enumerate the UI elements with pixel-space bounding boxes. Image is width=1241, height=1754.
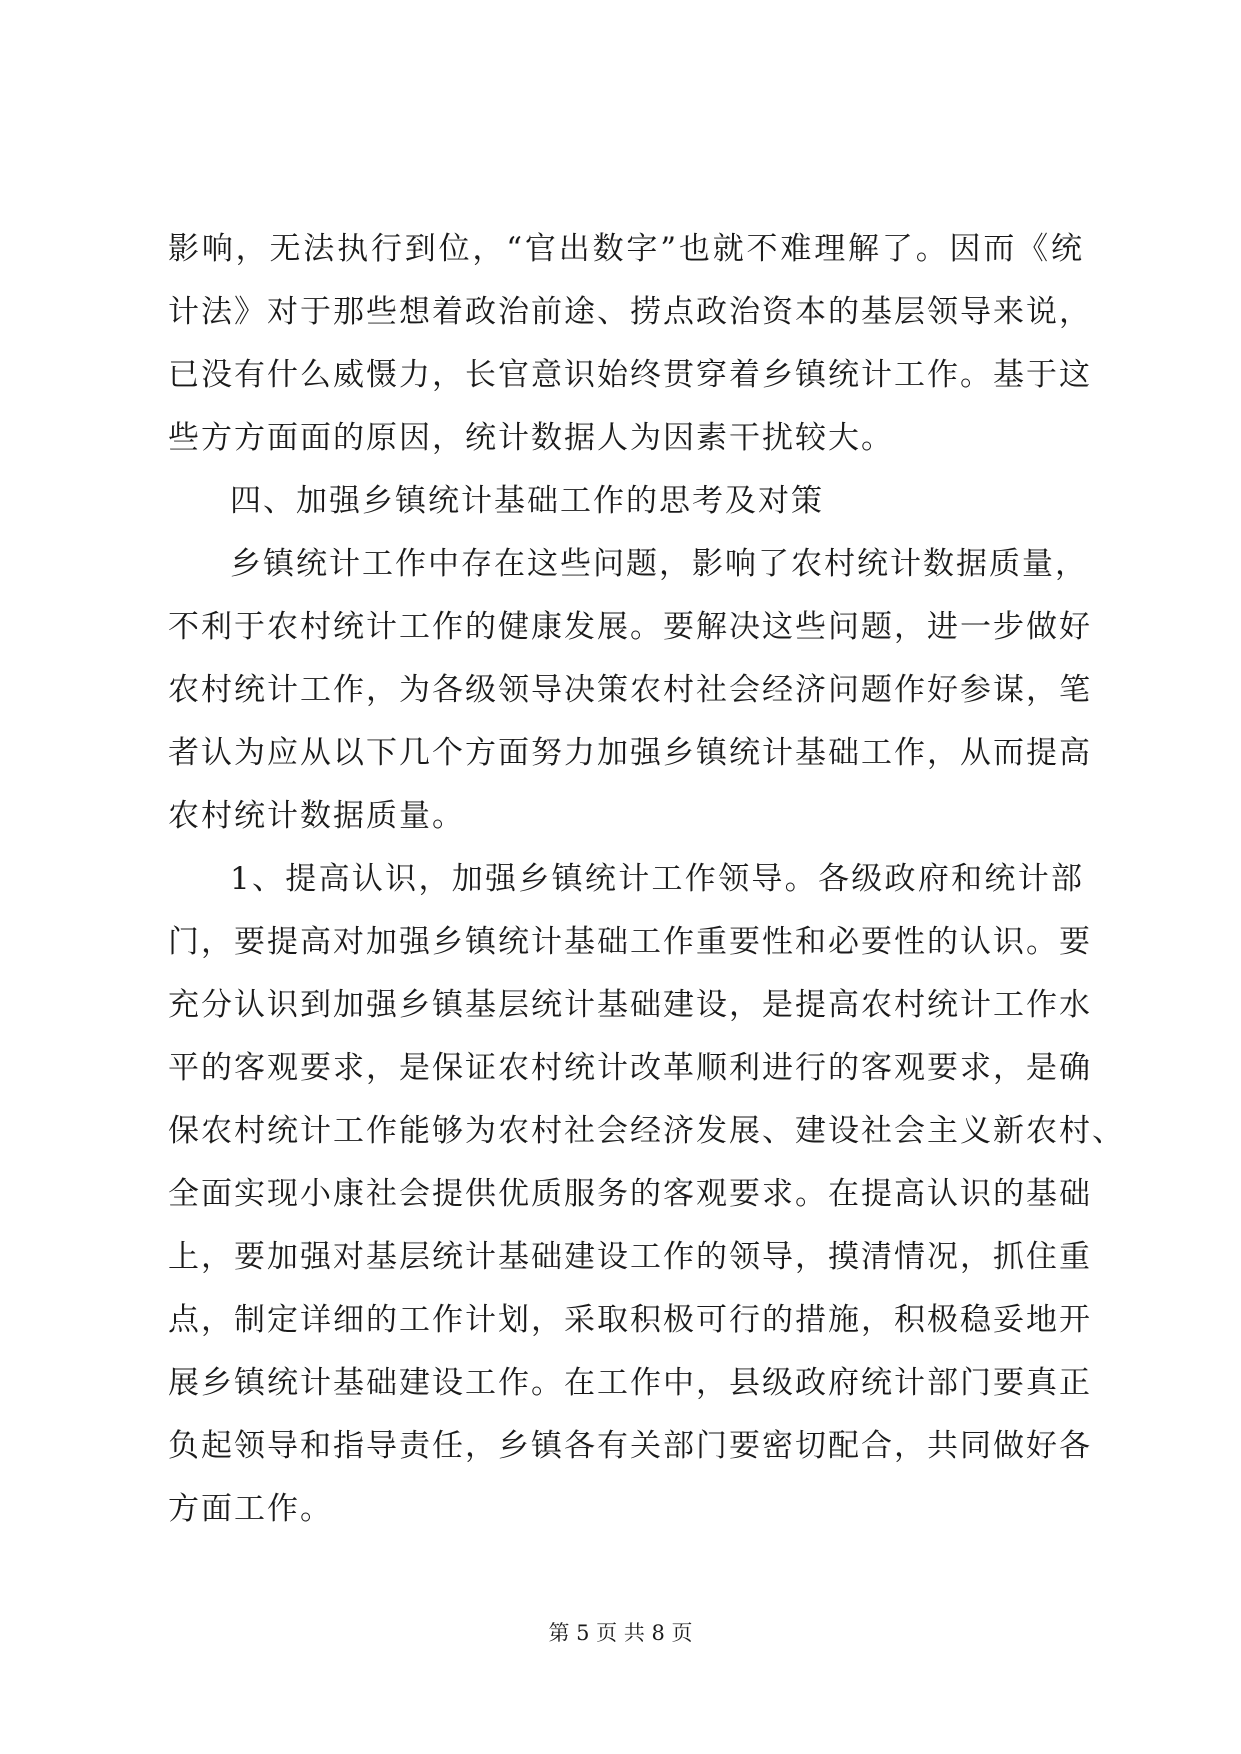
text-line: 些方方面面的原因，统计数据人为因素干扰较大。 bbox=[168, 420, 894, 456]
text-line: 乡镇统计工作中存在这些问题，影响了农村统计数据质量， bbox=[230, 546, 1088, 582]
page-number-footer: 第 5 页 共 8 页 bbox=[548, 1621, 693, 1645]
text-line: 计法》对于那些想着政治前途、捞点政治资本的基层领导来说， bbox=[168, 294, 1092, 330]
text-line: 不利于农村统计工作的健康发展。要解决这些问题，进一步做好 bbox=[168, 609, 1092, 645]
text-line: 门，要提高对加强乡镇统计基础工作重要性和必要性的认识。要 bbox=[168, 924, 1092, 960]
text-line: 展乡镇统计基础建设工作。在工作中，县级政府统计部门要真正 bbox=[168, 1365, 1092, 1401]
text-line: 充分认识到加强乡镇基层统计基础建设，是提高农村统计工作水 bbox=[168, 987, 1092, 1023]
text-line: 保农村统计工作能够为农村社会经济发展、建设社会主义新农村、 bbox=[168, 1113, 1125, 1149]
text-line: 农村统计工作，为各级领导决策农村社会经济问题作好参谋，笔 bbox=[168, 672, 1092, 708]
text-line: 者认为应从以下几个方面努力加强乡镇统计基础工作，从而提高 bbox=[168, 735, 1092, 771]
text-line: 负起领导和指导责任，乡镇各有关部门要密切配合，共同做好各 bbox=[168, 1428, 1092, 1464]
section-heading: 四、加强乡镇统计基础工作的思考及对策 bbox=[230, 483, 824, 519]
text-line: 1、提高认识，加强乡镇统计工作领导。各级政府和统计部 bbox=[230, 861, 1084, 897]
text-line: 农村统计数据质量。 bbox=[168, 798, 465, 834]
text-line: 上，要加强对基层统计基础建设工作的领导，摸清情况，抓住重 bbox=[168, 1239, 1092, 1275]
text-line: 影响，无法执行到位，“官出数字”也就不难理解了。因而《统 bbox=[168, 231, 1084, 267]
text-line: 方面工作。 bbox=[168, 1491, 333, 1527]
text-line: 平的客观要求，是保证农村统计改革顺利进行的客观要求，是确 bbox=[168, 1050, 1092, 1086]
text-line: 已没有什么威慑力，长官意识始终贯穿着乡镇统计工作。基于这 bbox=[168, 357, 1092, 393]
text-line: 全面实现小康社会提供优质服务的客观要求。在提高认识的基础 bbox=[168, 1176, 1092, 1212]
text-line: 点，制定详细的工作计划，采取积极可行的措施，积极稳妥地开 bbox=[168, 1302, 1092, 1338]
